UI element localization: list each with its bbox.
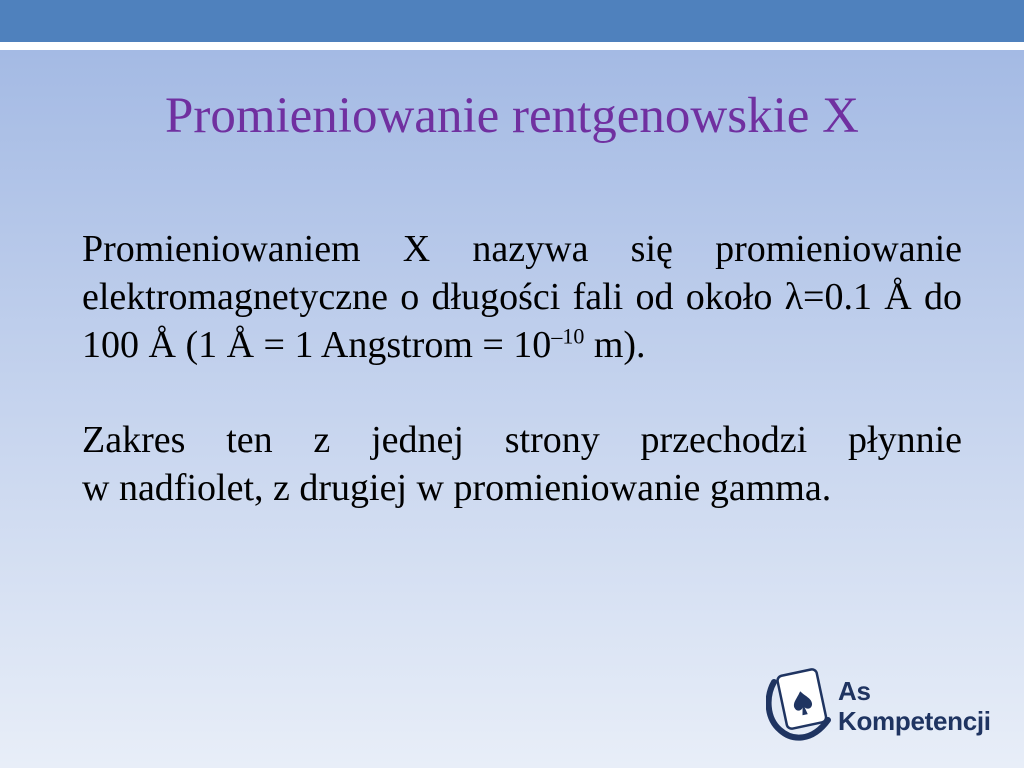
- paragraph-definition: [82, 225, 962, 369]
- paragraph-line: Promieniowaniem X nazywa się promieniowanie: [82, 228, 962, 270]
- top-bar: [0, 0, 1024, 42]
- slide-title: Promieniowanie rentgenowskie X: [164, 88, 859, 144]
- line-text-end: m).: [584, 324, 646, 366]
- line-text: 100 Å (1 Å = 1 Angstrom = 10: [82, 324, 552, 366]
- paragraph-line: Zakres ten z jednej strony przechodzi płynnie: [82, 419, 962, 461]
- spade-card-icon: [766, 666, 834, 742]
- slide-background: [0, 50, 1024, 768]
- paragraph-line: elektromagnetyczne o długości fali od około λ=0.1 Å do: [82, 276, 962, 318]
- paragraph-range: [82, 416, 962, 512]
- paragraph-last-line: [82, 321, 962, 369]
- logo-text-kompetencji: Kompetencji: [838, 706, 991, 736]
- paragraph-last-line: w nadfiolet, z drugiej w promieniowanie gamma.: [82, 467, 832, 509]
- exponent-superscript: –10: [551, 323, 585, 349]
- top-stripe: [0, 42, 1024, 50]
- logo-text-as: As: [838, 676, 871, 706]
